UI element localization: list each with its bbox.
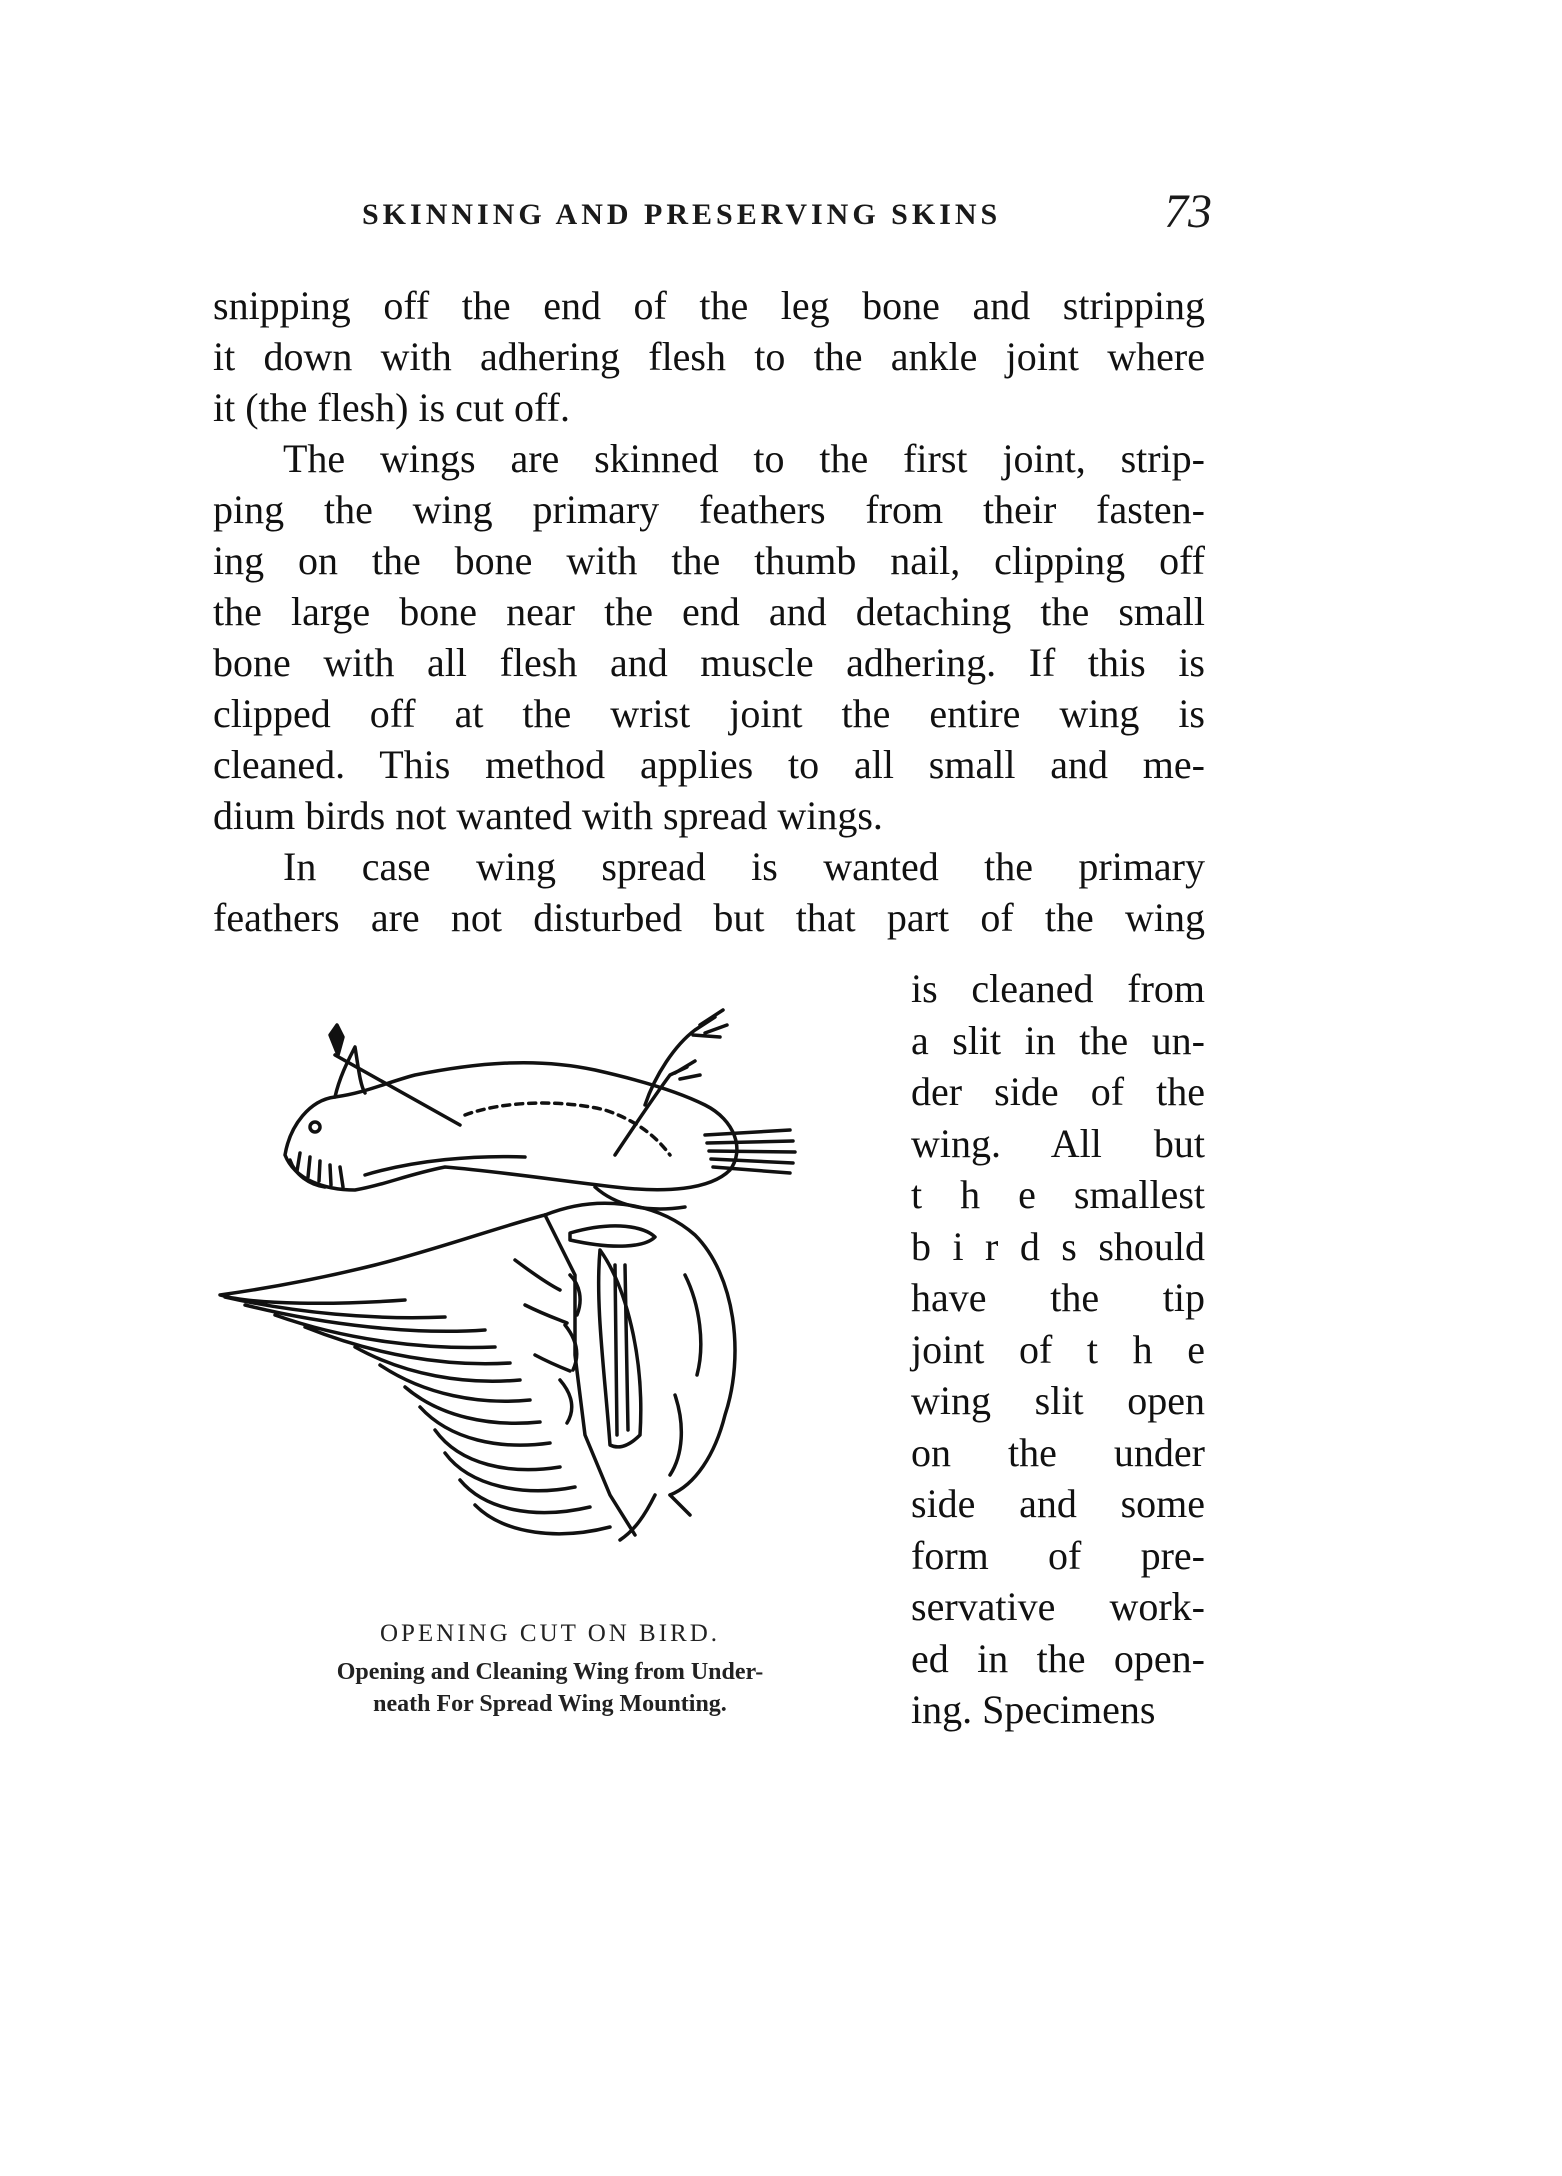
wrapped-text-column xyxy=(911,963,1205,1736)
text-line: dium birds not wanted with spread wings. xyxy=(213,793,883,838)
text-line: ping the wing primary feathers from their fasten- xyxy=(213,487,1205,532)
spread-wing xyxy=(220,1203,735,1540)
text-line: ing. Specimens xyxy=(911,1687,1156,1732)
text-line: the large bone near the end and detaching the small xyxy=(213,589,1205,634)
paragraph-3 xyxy=(213,841,1205,943)
text-line: bone with all flesh and muscle adhering. If this is xyxy=(213,640,1205,685)
text-line: cleaned. This method applies to all small and me- xyxy=(213,742,1205,787)
text-line: it (the flesh) is cut off. xyxy=(213,385,570,430)
figure-caption xyxy=(240,1620,860,1720)
text-line: side and some xyxy=(911,1481,1205,1526)
text-line: it down with adhering flesh to the ankle joint where xyxy=(213,334,1205,379)
caption-line-1: Opening and Cleaning Wing from Under- xyxy=(336,1659,764,1685)
text-line: b i r d s should xyxy=(911,1223,1205,1269)
caption-title: OPENING CUT ON BIRD. xyxy=(379,1620,721,1647)
text-line: wing slit open xyxy=(911,1378,1205,1423)
body-text xyxy=(213,280,1205,943)
page-header xyxy=(362,185,1212,250)
text-line: form of pre- xyxy=(911,1532,1205,1578)
text-line: snipping off the end of the leg bone and stripping xyxy=(213,283,1205,328)
text-line: der side of the xyxy=(911,1069,1205,1114)
text-line: on the under xyxy=(911,1429,1205,1475)
bird-illustration xyxy=(215,975,915,1595)
text-line: ing on the bone with the thumb nail, clipping off xyxy=(213,538,1205,583)
text-line: feathers are not disturbed but that part of the wing xyxy=(213,895,1205,940)
text-line: ed in the open- xyxy=(911,1635,1205,1681)
caption-line-2: neath For Spread Wing Mounting. xyxy=(373,1691,727,1717)
text-line: t h e smallest xyxy=(911,1172,1205,1217)
text-line: The wings are skinned to the first joint, strip- xyxy=(283,436,1205,481)
text-line: servative work- xyxy=(911,1584,1205,1629)
text-line: joint of t h e xyxy=(911,1326,1205,1372)
page-number: 73 xyxy=(1164,185,1212,238)
paragraph-1 xyxy=(213,280,1205,433)
text-line: In case wing spread is wanted the primary xyxy=(283,844,1205,889)
paragraph-2 xyxy=(213,433,1205,841)
running-head: SKINNING AND PRESERVING SKINS xyxy=(362,198,1002,231)
bird-body xyxy=(285,1010,795,1209)
text-line: clipped off at the wrist joint the entire wing is xyxy=(213,691,1205,736)
text-line: wing. All but xyxy=(911,1120,1205,1166)
text-line: have the tip xyxy=(911,1275,1205,1320)
text-line: is cleaned from xyxy=(911,966,1205,1011)
text-line: a slit in the un- xyxy=(911,1017,1205,1063)
